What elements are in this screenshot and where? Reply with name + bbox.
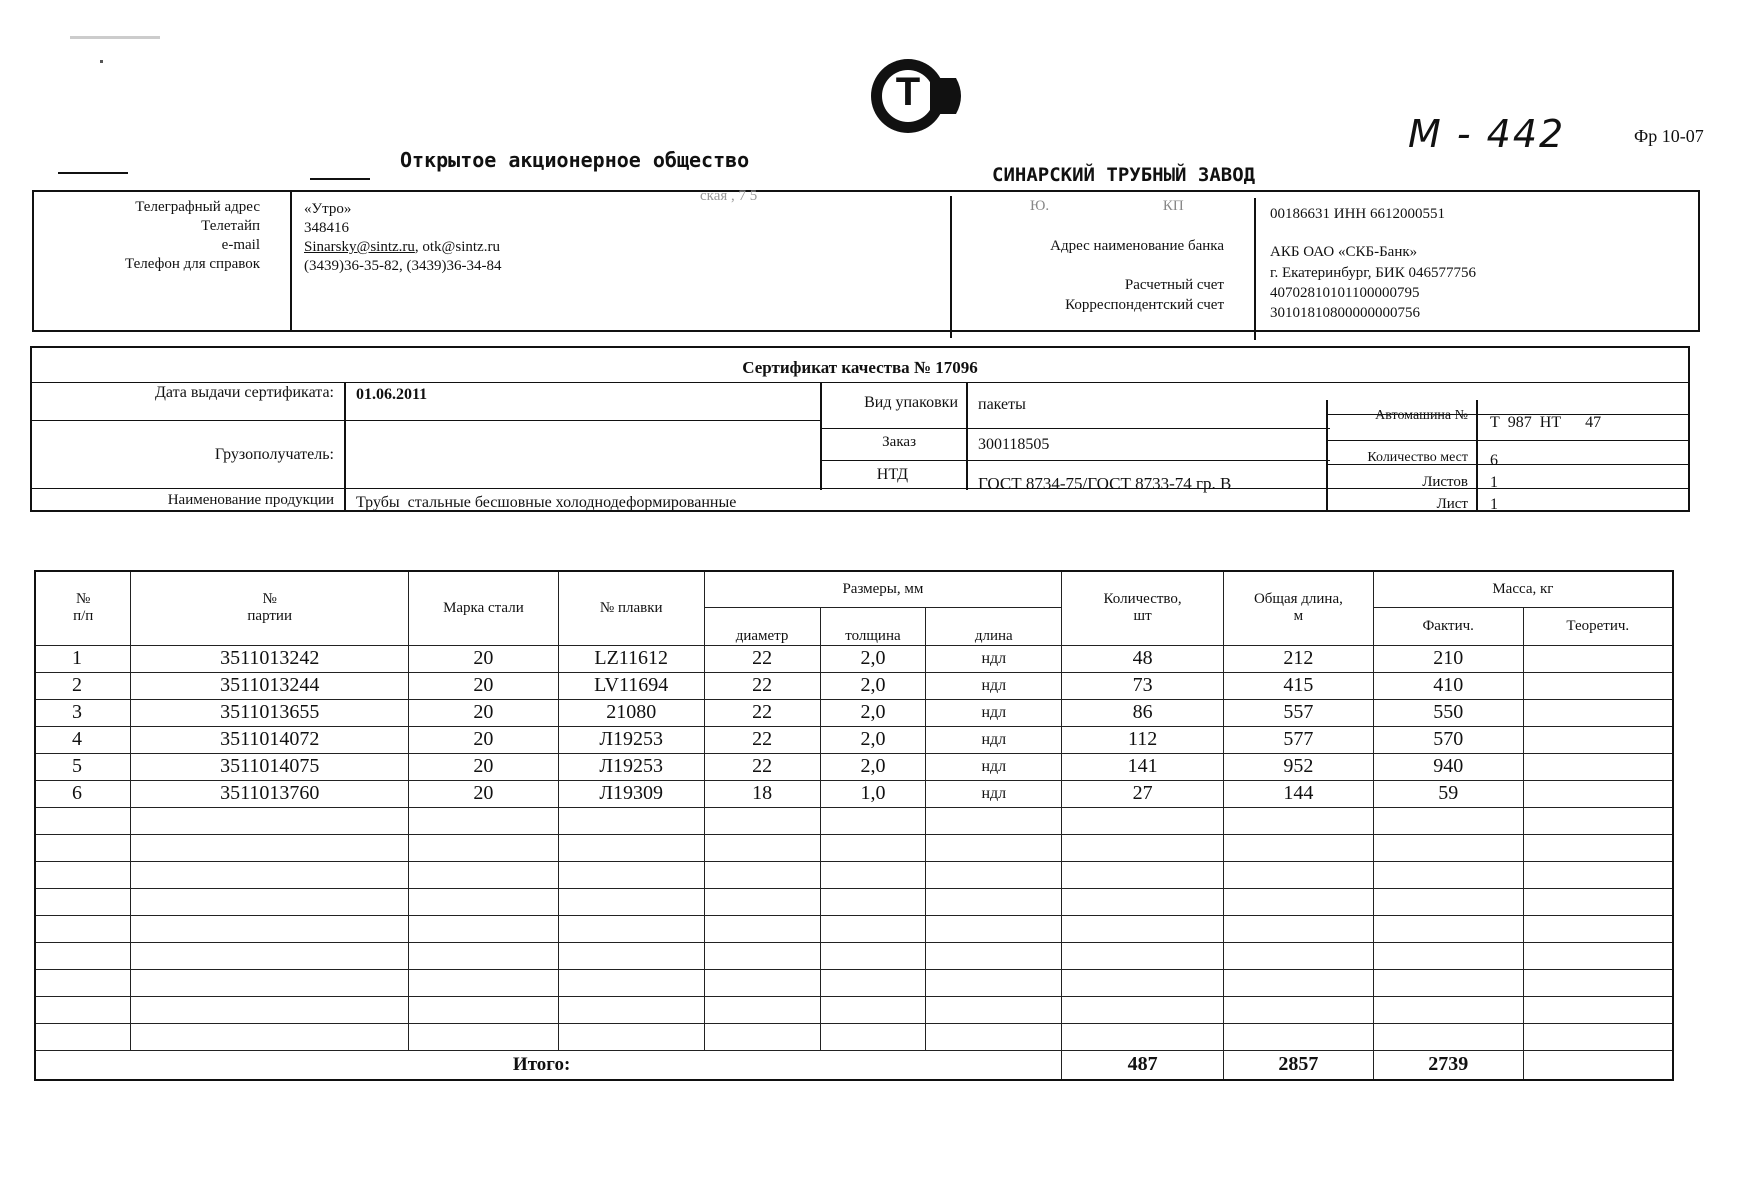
total-length xyxy=(1224,915,1374,942)
quantity xyxy=(1062,942,1224,969)
thickness: 2,0 xyxy=(820,699,926,726)
theoretical-mass xyxy=(1523,672,1673,699)
requisites-divider xyxy=(950,196,952,338)
row-number: 3 xyxy=(35,699,131,726)
theoretical-mass xyxy=(1523,942,1673,969)
theoretical-mass xyxy=(1523,834,1673,861)
total-length: 952 xyxy=(1224,753,1374,780)
batch-number xyxy=(131,807,409,834)
table-row xyxy=(35,996,1673,1023)
thickness: 1,0 xyxy=(820,780,926,807)
batch-number: 3511013760 xyxy=(131,780,409,807)
table-row xyxy=(35,645,1673,672)
total-length xyxy=(1224,1023,1374,1050)
diameter: 18 xyxy=(704,780,820,807)
table-row xyxy=(35,780,1673,807)
header-thickness: толщина xyxy=(820,607,926,645)
truck-value: Т 987 НТ 47 xyxy=(1490,414,1602,431)
order-label: Заказ xyxy=(882,434,916,450)
theoretical-mass xyxy=(1523,807,1673,834)
cert-rule xyxy=(1328,440,1690,441)
thickness xyxy=(820,942,926,969)
theoretical-mass xyxy=(1523,888,1673,915)
batch-number xyxy=(131,861,409,888)
melt-number: 21080 xyxy=(558,699,704,726)
steel-grade xyxy=(409,996,559,1023)
product-name: Трубы стальные бесшовные холоднодеформированные xyxy=(356,494,737,511)
thickness: 2,0 xyxy=(820,726,926,753)
diameter: 22 xyxy=(704,699,820,726)
diameter: 22 xyxy=(704,645,820,672)
thickness: 2,0 xyxy=(820,645,926,672)
length xyxy=(926,888,1062,915)
logo-letter: Т xyxy=(895,70,921,114)
melt-number: Л19253 xyxy=(558,726,704,753)
steel-grade: 20 xyxy=(409,726,559,753)
scan-speck xyxy=(70,36,160,39)
header-mass: Масса, кг xyxy=(1373,571,1673,607)
table-row xyxy=(35,807,1673,834)
table-row xyxy=(35,1023,1673,1050)
row-number: 2 xyxy=(35,672,131,699)
cert-rule xyxy=(820,460,1330,461)
handwritten-mark: М - 442 xyxy=(1408,112,1566,156)
theoretical-mass xyxy=(1523,753,1673,780)
steel-grade: 20 xyxy=(409,699,559,726)
corr-account: 30101810800000000756 xyxy=(1270,305,1420,321)
actual-mass xyxy=(1373,969,1523,996)
quantity: 27 xyxy=(1062,780,1224,807)
row-number: 6 xyxy=(35,780,131,807)
total-length: 415 xyxy=(1224,672,1374,699)
phone-numbers: (3439)36-35-82, (3439)36-34-84 xyxy=(304,258,502,274)
thickness xyxy=(820,996,926,1023)
actual-mass xyxy=(1373,942,1523,969)
quantity: 112 xyxy=(1062,726,1224,753)
row-number xyxy=(35,861,131,888)
quantity xyxy=(1062,888,1224,915)
thickness: 2,0 xyxy=(820,672,926,699)
header-actual: Фактич. xyxy=(1373,607,1523,645)
inn: 00186631 ИНН 6612000551 xyxy=(1270,206,1445,222)
quantity xyxy=(1062,807,1224,834)
cert-divider xyxy=(1326,400,1328,510)
length: ндл xyxy=(926,780,1062,807)
batch-number xyxy=(131,969,409,996)
header-length: длина xyxy=(926,607,1062,645)
quantity: 86 xyxy=(1062,699,1224,726)
label-telegraph: Телеграфный адрес xyxy=(135,199,260,215)
total-mass: 2739 xyxy=(1373,1050,1523,1080)
quantity xyxy=(1062,1023,1224,1050)
products-table xyxy=(34,570,1674,1081)
places-value: 6 xyxy=(1490,452,1498,469)
batch-number xyxy=(131,888,409,915)
quantity: 141 xyxy=(1062,753,1224,780)
table-row xyxy=(35,888,1673,915)
sheet-value: 1 xyxy=(1490,496,1498,513)
batch-number xyxy=(131,834,409,861)
theoretical-mass xyxy=(1523,969,1673,996)
header-total-length: Общая длина, м xyxy=(1224,571,1374,645)
quantity: 73 xyxy=(1062,672,1224,699)
melt-number xyxy=(558,807,704,834)
diameter xyxy=(704,807,820,834)
row-number xyxy=(35,834,131,861)
melt-number xyxy=(558,888,704,915)
company-name: СИНАРСКИЙ ТРУБНЫЙ ЗАВОД xyxy=(992,164,1256,186)
table-row xyxy=(35,915,1673,942)
diameter: 22 xyxy=(704,753,820,780)
company-type: Открытое акционерное общество xyxy=(400,148,750,172)
length: ндл xyxy=(926,753,1062,780)
thickness xyxy=(820,807,926,834)
email-link-2[interactable]: , otk@sintz.ru xyxy=(414,239,500,255)
places-label: Количество мест xyxy=(1367,450,1468,465)
total-label: Итого: xyxy=(35,1050,1062,1080)
header-rule xyxy=(310,178,370,180)
steel-grade xyxy=(409,861,559,888)
table-body xyxy=(35,645,1673,1050)
table-row xyxy=(35,672,1673,699)
theoretical-mass xyxy=(1523,726,1673,753)
theoretical-mass xyxy=(1523,1023,1673,1050)
total-length xyxy=(1224,969,1374,996)
cert-rule xyxy=(30,420,820,421)
length xyxy=(926,942,1062,969)
steel-grade: 20 xyxy=(409,645,559,672)
batch-number: 3511014072 xyxy=(131,726,409,753)
bank-city: г. Екатеринбург, БИК 046577756 xyxy=(1270,265,1476,281)
row-number xyxy=(35,888,131,915)
row-number xyxy=(35,996,131,1023)
total-length: 212 xyxy=(1224,645,1374,672)
batch-number: 3511013655 xyxy=(131,699,409,726)
diameter: 22 xyxy=(704,726,820,753)
length: ндл xyxy=(926,699,1062,726)
table-row xyxy=(35,753,1673,780)
actual-mass xyxy=(1373,834,1523,861)
total-qty: 487 xyxy=(1062,1050,1224,1080)
steel-grade xyxy=(409,915,559,942)
length: ндл xyxy=(926,672,1062,699)
thickness xyxy=(820,969,926,996)
total-length xyxy=(1224,942,1374,969)
corr-label: Корреспондентский счет xyxy=(1065,297,1224,313)
batch-number: 3511014075 xyxy=(131,753,409,780)
requisites-box xyxy=(32,190,1700,332)
email-values xyxy=(304,238,501,257)
total-length xyxy=(1224,888,1374,915)
quantity xyxy=(1062,969,1224,996)
telegraph-address: «Утро» xyxy=(304,201,352,217)
scan-speck xyxy=(100,60,103,63)
total-theoretical xyxy=(1523,1050,1673,1080)
actual-mass xyxy=(1373,996,1523,1023)
length xyxy=(926,996,1062,1023)
length xyxy=(926,915,1062,942)
teletype-number: 348416 xyxy=(304,220,349,236)
sheet-label: Лист xyxy=(1436,496,1468,512)
length xyxy=(926,834,1062,861)
theoretical-mass xyxy=(1523,996,1673,1023)
thickness xyxy=(820,861,926,888)
row-number: 5 xyxy=(35,753,131,780)
theoretical-mass xyxy=(1523,915,1673,942)
diameter xyxy=(704,861,820,888)
diameter xyxy=(704,1023,820,1050)
bank-name: АКБ ОАО «СКБ-Банк» xyxy=(1270,244,1418,260)
melt-number: Л19309 xyxy=(558,780,704,807)
melt-number xyxy=(558,1023,704,1050)
thickness xyxy=(820,915,926,942)
packaging-label: Вид упаковки xyxy=(864,394,958,411)
batch-number xyxy=(131,915,409,942)
row-number xyxy=(35,969,131,996)
steel-grade: 20 xyxy=(409,780,559,807)
table-row xyxy=(35,699,1673,726)
total-length xyxy=(1224,861,1374,888)
actual-mass: 940 xyxy=(1373,753,1523,780)
actual-mass: 550 xyxy=(1373,699,1523,726)
steel-grade xyxy=(409,888,559,915)
row-number xyxy=(35,942,131,969)
row-number xyxy=(35,915,131,942)
total-length: 2857 xyxy=(1224,1050,1374,1080)
account-label: Расчетный счет xyxy=(1124,277,1224,293)
quantity xyxy=(1062,834,1224,861)
company-logo xyxy=(868,56,968,136)
quantity: 48 xyxy=(1062,645,1224,672)
melt-number: LV11694 xyxy=(558,672,704,699)
theoretical-mass xyxy=(1523,645,1673,672)
melt-number xyxy=(558,996,704,1023)
steel-grade xyxy=(409,834,559,861)
truck-label: Автомашина № xyxy=(1375,408,1468,423)
diameter xyxy=(704,969,820,996)
total-length xyxy=(1224,834,1374,861)
sheets-label: Листов xyxy=(1422,474,1468,490)
ntd-value: ГОСТ 8734-75/ГОСТ 8733-74 гр. В xyxy=(978,474,1232,493)
actual-mass: 210 xyxy=(1373,645,1523,672)
header-diameter: диаметр xyxy=(704,607,820,645)
steel-grade: 20 xyxy=(409,672,559,699)
steel-grade: 20 xyxy=(409,753,559,780)
diameter xyxy=(704,888,820,915)
header-theoretical: Теоретич. xyxy=(1523,607,1673,645)
diameter xyxy=(704,915,820,942)
total-length xyxy=(1224,996,1374,1023)
row-number: 4 xyxy=(35,726,131,753)
actual-mass: 570 xyxy=(1373,726,1523,753)
certificate-title: Сертификат качества № 17096 xyxy=(742,358,978,377)
cert-divider xyxy=(1476,400,1478,510)
ntd-label: НТД xyxy=(876,466,908,483)
steel-grade xyxy=(409,969,559,996)
form-code: Фр 10-07 xyxy=(1634,126,1704,146)
table-row xyxy=(35,942,1673,969)
theoretical-mass xyxy=(1523,780,1673,807)
length xyxy=(926,861,1062,888)
total-length xyxy=(1224,807,1374,834)
diameter xyxy=(704,996,820,1023)
actual-mass: 59 xyxy=(1373,780,1523,807)
batch-number xyxy=(131,942,409,969)
quantity xyxy=(1062,996,1224,1023)
total-length: 144 xyxy=(1224,780,1374,807)
label-teletype: Телетайп xyxy=(201,218,260,234)
cert-rule xyxy=(30,382,1690,383)
header-rule xyxy=(58,172,128,174)
melt-number xyxy=(558,969,704,996)
header-melt: № плавки xyxy=(558,571,704,645)
header-batch: № партии xyxy=(131,571,409,645)
table-row xyxy=(35,726,1673,753)
faint-address: ская , 7 5 xyxy=(700,188,758,204)
order-value: 300118505 xyxy=(978,436,1050,453)
label-email: e-mail xyxy=(221,237,260,253)
total-length: 577 xyxy=(1224,726,1374,753)
table-row xyxy=(35,969,1673,996)
cert-rule xyxy=(820,428,1330,429)
actual-mass xyxy=(1373,1023,1523,1050)
requisites-divider xyxy=(1254,198,1256,340)
header-sizes: Размеры, мм xyxy=(704,571,1062,607)
thickness xyxy=(820,1023,926,1050)
requisites-divider xyxy=(290,190,292,330)
row-number: 1 xyxy=(35,645,131,672)
actual-mass xyxy=(1373,861,1523,888)
steel-grade xyxy=(409,942,559,969)
batch-number: 3511013244 xyxy=(131,672,409,699)
actual-mass xyxy=(1373,807,1523,834)
packaging-value: пакеты xyxy=(978,396,1026,413)
theoretical-mass xyxy=(1523,861,1673,888)
melt-number: Л19253 xyxy=(558,753,704,780)
table-row xyxy=(35,834,1673,861)
email-link[interactable]: Sinarsky@sintz.ru xyxy=(304,239,415,255)
consignee-label: Грузополучатель: xyxy=(214,446,334,463)
header-num: № п/п xyxy=(35,571,131,645)
header-steel: Марка стали xyxy=(409,571,559,645)
batch-number xyxy=(131,996,409,1023)
table-row xyxy=(35,861,1673,888)
diameter xyxy=(704,942,820,969)
cert-divider xyxy=(820,382,822,490)
contact-labels xyxy=(60,198,260,274)
actual-mass xyxy=(1373,888,1523,915)
batch-number: 3511013242 xyxy=(131,645,409,672)
melt-number xyxy=(558,834,704,861)
thickness xyxy=(820,888,926,915)
cert-divider xyxy=(344,382,346,510)
batch-number xyxy=(131,1023,409,1050)
account-number: 40702810101100000795 xyxy=(1270,285,1420,301)
melt-number: LZ11612 xyxy=(558,645,704,672)
row-number xyxy=(35,807,131,834)
thickness xyxy=(820,834,926,861)
length xyxy=(926,807,1062,834)
thickness: 2,0 xyxy=(820,753,926,780)
diameter: 22 xyxy=(704,672,820,699)
diameter xyxy=(704,834,820,861)
sheets-value: 1 xyxy=(1490,474,1498,491)
actual-mass: 410 xyxy=(1373,672,1523,699)
issue-date-label: Дата выдачи сертификата: xyxy=(154,384,334,401)
total-length: 557 xyxy=(1224,699,1374,726)
length: ндл xyxy=(926,645,1062,672)
length: ндл xyxy=(926,726,1062,753)
row-number xyxy=(35,1023,131,1050)
melt-number xyxy=(558,942,704,969)
steel-grade xyxy=(409,1023,559,1050)
length xyxy=(926,1023,1062,1050)
contact-values xyxy=(304,200,501,276)
bank-label: Адрес наименование банка xyxy=(1050,238,1224,254)
steel-grade xyxy=(409,807,559,834)
header-qty: Количество, шт xyxy=(1062,571,1224,645)
quantity xyxy=(1062,915,1224,942)
melt-number xyxy=(558,861,704,888)
product-label: Наименование продукции xyxy=(167,492,334,508)
length xyxy=(926,969,1062,996)
quantity xyxy=(1062,861,1224,888)
actual-mass xyxy=(1373,915,1523,942)
theoretical-mass xyxy=(1523,699,1673,726)
cert-divider xyxy=(966,382,968,490)
label-phone: Телефон для справок xyxy=(125,256,260,272)
issue-date: 01.06.2011 xyxy=(356,386,428,403)
faint-top-bank: Ю. КП xyxy=(1030,198,1184,214)
melt-number xyxy=(558,915,704,942)
